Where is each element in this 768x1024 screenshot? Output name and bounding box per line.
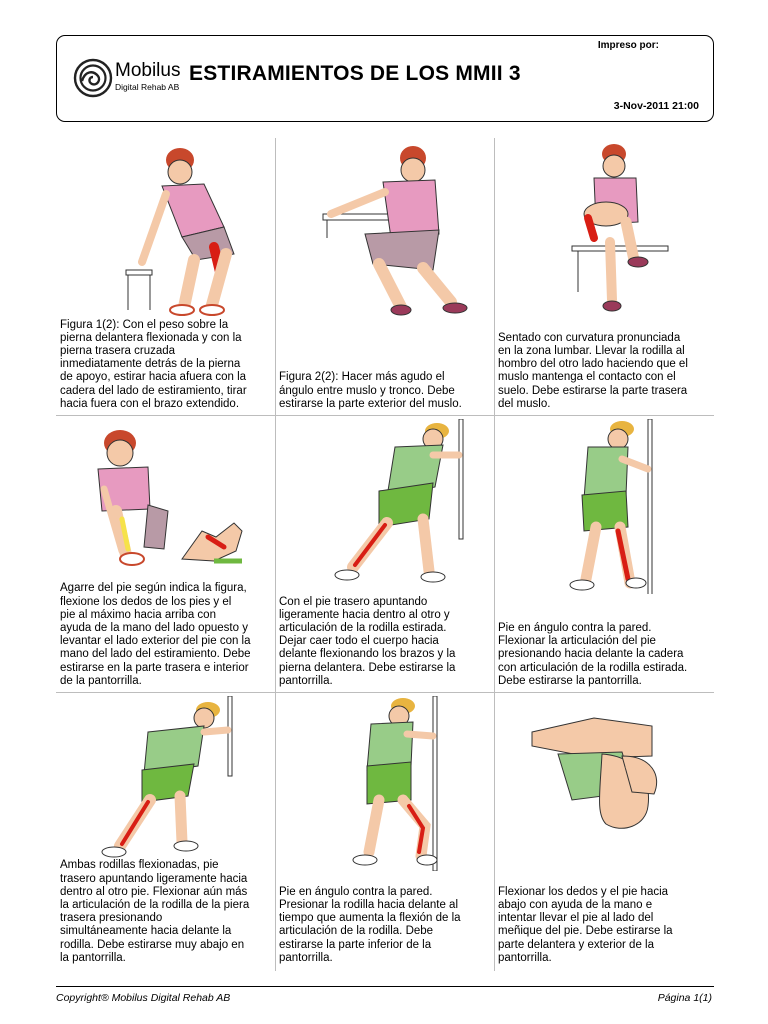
exercise-illustration-2 [283, 142, 486, 317]
logo-subtitle: Digital Rehab AB [115, 82, 180, 92]
exercise-illustration-4 [64, 419, 267, 594]
exercise-card [494, 138, 713, 415]
exercise-card [275, 138, 494, 415]
exercise-grid [56, 138, 714, 971]
exercise-caption: Figura 1(2): Con el peso sobre la pierna delantera flexionada y con la pierna trasera cruzada inmediatamente detrás de la pierna de apoyo, estirar hacia afuera con la cadera del lado de estiramiento, tirar hacia fuera con el brazo extendido. [60, 318, 247, 410]
logo-name: Mobilus [115, 60, 181, 81]
exercise-illustration-6 [502, 419, 705, 594]
print-date: 3-Nov-2011 21:00 [613, 100, 699, 112]
exercise-caption: Sentado con curvatura pronunciada en la zona lumbar. Llevar la rodilla al hombro del otro lado haciendo que el muslo mantenga el contacto con el suelo. Debe estirarse la parte trasera del muslo. [498, 331, 688, 410]
exercise-illustration-1 [64, 142, 267, 317]
exercise-caption: Flexionar los dedos y el pie hacia abajo con ayuda de la mano e intentar llevar el pie al lado del meñique del pie. Debe estirarse la parte delantera y exterior de la pantorrilla. [498, 885, 673, 964]
exercise-caption: Con el pie trasero apuntando ligeramente hacia dentro al otro y articulación de la rodilla estirada. Dejar caer todo el cuerpo hacia delante flexionando los brazos y la pierna delantera. Debe estirarse la pantorrilla. [279, 595, 456, 687]
mobilus-logo-icon [73, 58, 113, 98]
exercise-card [275, 692, 494, 969]
exercise-illustration-9 [502, 696, 705, 871]
exercise-caption: Figura 2(2): Hacer más agudo el ángulo entre muslo y tronco. Debe estirarse la parte exterior del muslo. [279, 371, 462, 410]
exercise-caption: Pie en ángulo contra la pared. Flexionar la articulación del pie presionando hacia delante la cadera con articulación de la rodilla estirada. Debe estirarse la pantorrilla. [498, 621, 688, 687]
exercise-card [56, 138, 275, 415]
exercise-illustration-5 [283, 419, 486, 594]
exercise-caption: Ambas rodillas flexionadas, pie trasero apuntando ligeramente hacia dentro al otro pie. Flexionar aún más la articulación de la rodilla de la piera trasera presionando simultáneamente hacia delante la rodilla. Debe estirarse muy abajo en la pantorrilla. [60, 859, 250, 964]
page-number: Página 1(1) [657, 992, 712, 1004]
exercise-illustration-3 [502, 142, 705, 317]
exercise-card [275, 415, 494, 692]
document-header [56, 35, 714, 122]
exercise-card [494, 415, 713, 692]
footer-divider [56, 986, 714, 987]
exercise-illustration-7 [64, 696, 267, 871]
exercise-caption: Agarre del pie según indica la figura, flexione los dedos de los pies y el pie al máximo hacia arriba con ayuda de la mano del lado opuesto y levantar el lado exterior del pie con la mano del lado del estiramiento. Debe estirarse en la parte trasera e interior de la pantorrilla. [60, 582, 251, 687]
exercise-card [56, 415, 275, 692]
printed-by-label: Impreso por: [597, 40, 659, 51]
exercise-card [494, 692, 713, 969]
exercise-illustration-8 [283, 696, 486, 871]
copyright-text: Copyright® Mobilus Digital Rehab AB [56, 992, 231, 1004]
exercise-card [56, 692, 275, 969]
document-title: ESTIRAMIENTOS DE LOS MMII 3 [189, 62, 521, 85]
exercise-caption: Pie en ángulo contra la pared. Presionar la rodilla hacia delante al tiempo que aumenta la flexión de la articulación de la rodilla. Debe estirarse la parte inferior de la pantorrilla. [279, 885, 461, 964]
